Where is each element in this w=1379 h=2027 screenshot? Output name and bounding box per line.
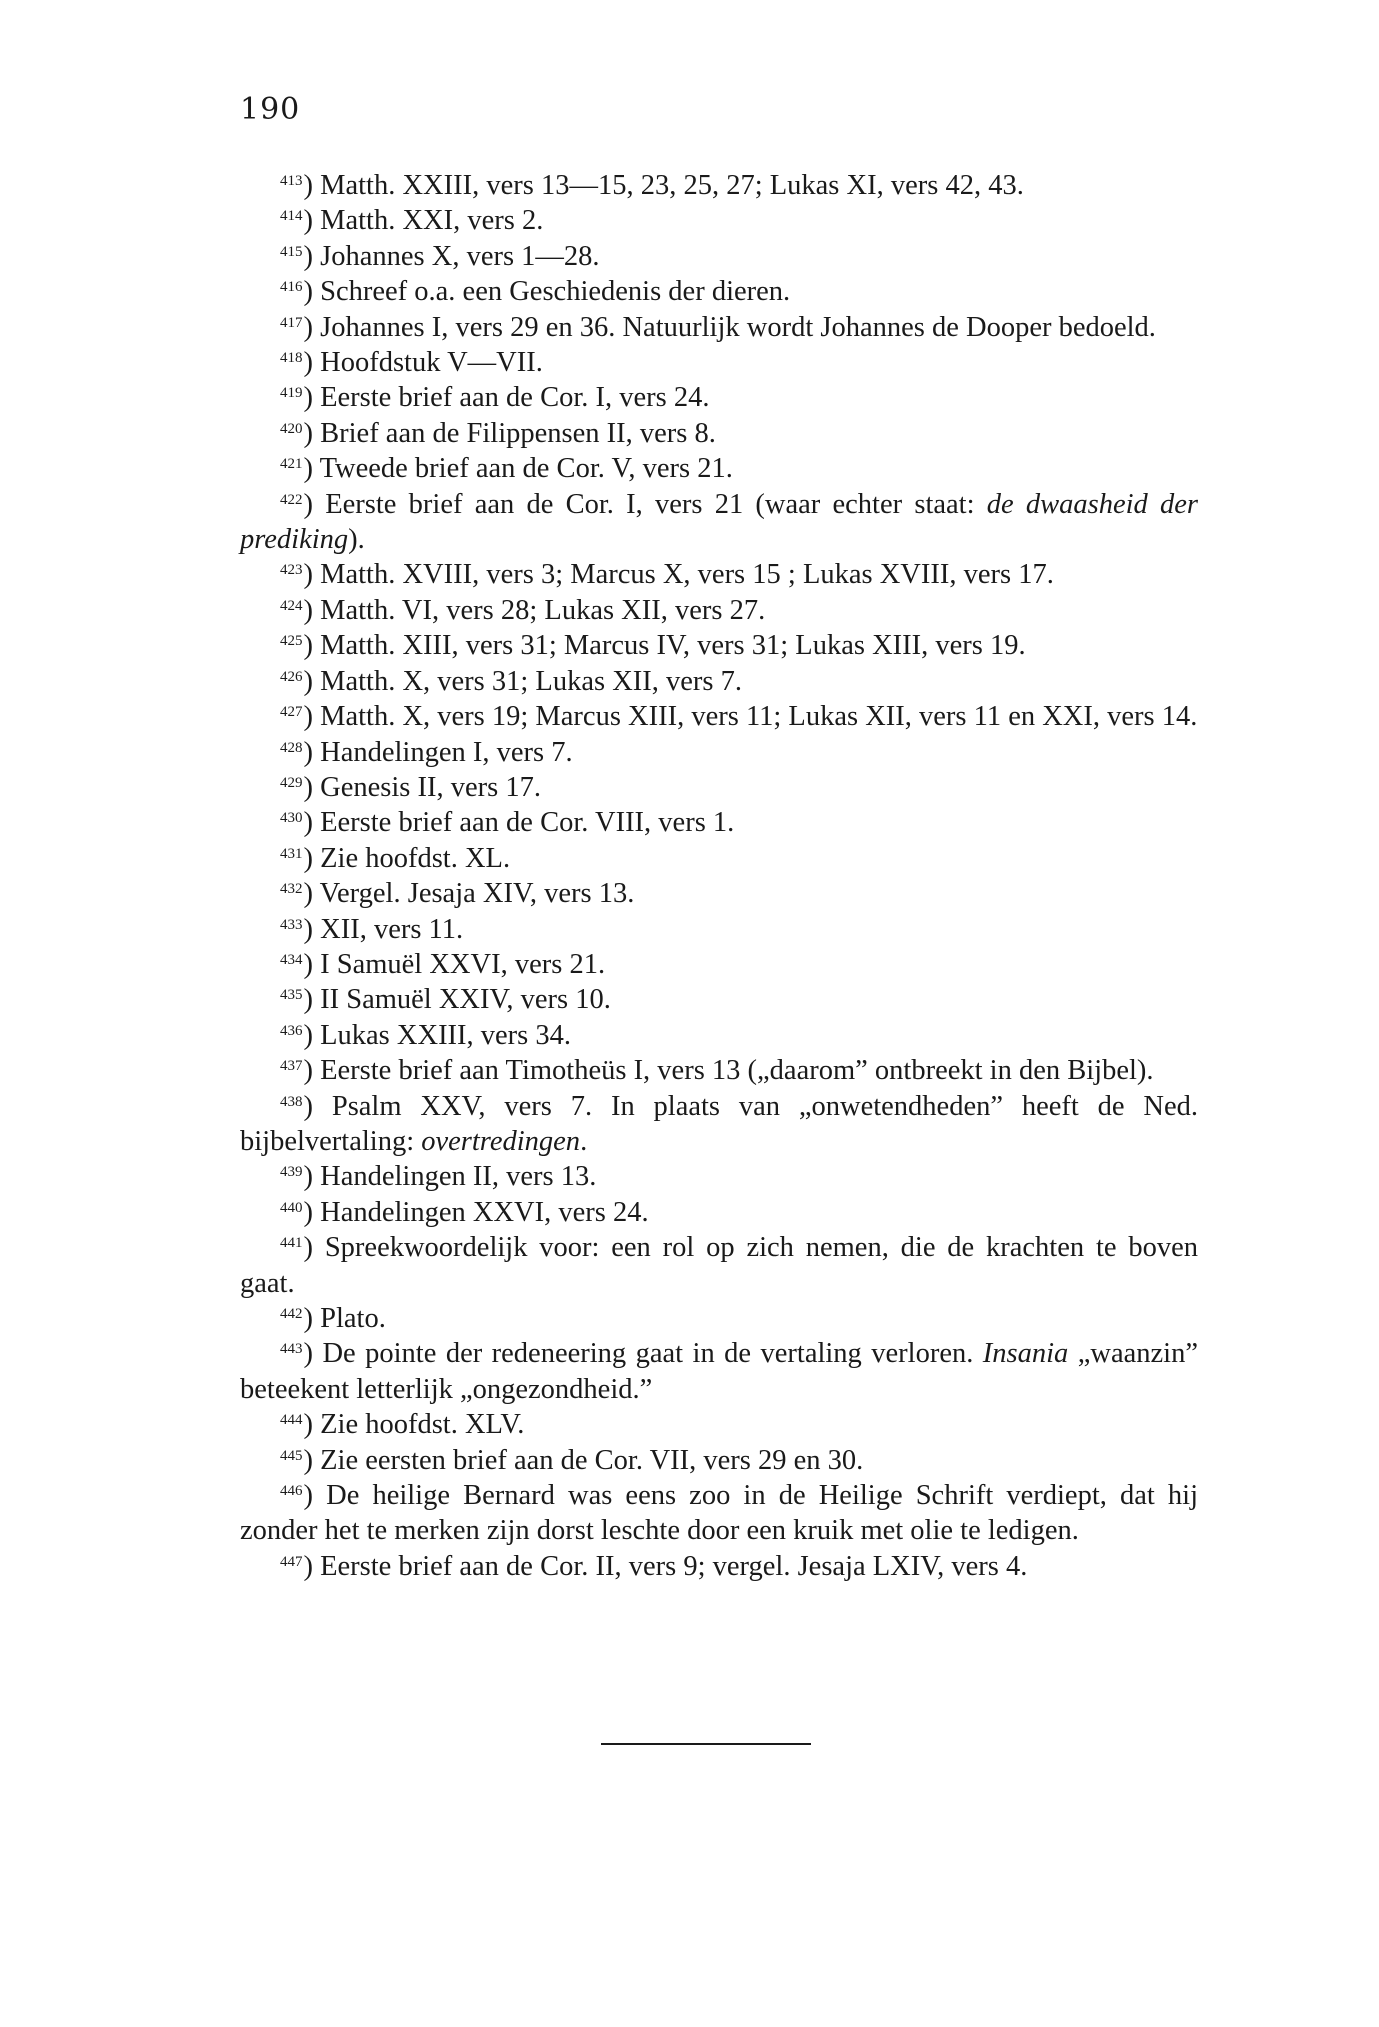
footnote-number: 434 <box>280 951 303 968</box>
footnote-number: 425 <box>280 633 303 650</box>
footnote-text: Eerste brief aan de Cor. I, vers 24. <box>320 382 710 414</box>
footnote-number: 437 <box>280 1058 303 1075</box>
footnote-428: $^{428}$) Handelingen I, vers 7. <box>280 736 573 768</box>
footnote-text: Handelingen II, vers 13. <box>320 1161 597 1193</box>
footnote-number: 428 <box>280 739 303 756</box>
footnote-number: 444 <box>280 1412 303 1429</box>
footnote-415: $^{415}$) Johannes X, vers 1—28. <box>280 240 600 272</box>
footnote-number: 433 <box>280 916 303 933</box>
footnote-424: $^{424}$) Matth. VI, vers 28; Lukas XII, vers 27. <box>280 594 766 626</box>
footnote-number: 420 <box>280 420 303 437</box>
footnote-list <box>240 168 1198 1584</box>
footnote-number: 415 <box>280 243 303 260</box>
footnote-text: Johannes I, vers 29 en 36. Natuurlijk wordt Johannes de Dooper bedoeld. <box>320 311 1156 343</box>
footnote-text: Matth. XXIII, vers 13—15, 23, 25, 27; Lukas XI, vers 42, 43. <box>320 170 1024 201</box>
footnote-text-after: ). <box>348 524 365 556</box>
footnote-text: Tweede brief aan de Cor. V, vers 21. <box>319 453 733 485</box>
footnote-431: $^{431}$) Zie hoofdst. XL. <box>280 842 511 874</box>
footnote-text: Matth. VI, vers 28; Lukas XII, vers 27. <box>320 594 766 626</box>
footnote-text: Vergel. Jesaja XIV, vers 13. <box>319 878 635 910</box>
footnote-445: $^{445}$) Zie eersten brief aan de Cor. VII, vers 29 en 30. <box>280 1444 864 1476</box>
footnote-416: $^{416}$) Schreef o.a. een Geschiedenis der dieren. <box>280 276 791 308</box>
footnote-italic-text: Insania <box>982 1338 1069 1370</box>
footnote-text: I Samuël XXVI, vers 21. <box>320 948 606 980</box>
footnote-440: $^{440}$) Handelingen XXVI, vers 24. <box>280 1196 649 1228</box>
footnote-number: 413 <box>280 173 303 189</box>
footnote-number: 440 <box>280 1199 303 1216</box>
footnote-text: Psalm XXV, vers 7. In plaats van „onwetendheden” heeft de Ned. bijbelvertaling: <box>240 1090 1198 1157</box>
footnote-text-after: „waanzin” beteekent letterlijk „ongezondheid.” <box>240 1338 1198 1405</box>
footnote-text: Zie hoofdst. XL. <box>320 842 511 874</box>
footnote-number: 414 <box>280 208 303 225</box>
footnote-number: 443 <box>280 1341 303 1358</box>
footnote-text: II Samuël XXIV, vers 10. <box>320 984 611 1016</box>
footnote-441: $^{441}$) Spreekwoordelijk voor: een rol op zich nemen, die de krachten te boven gaat. <box>240 1232 1198 1299</box>
footnote-text: Matth. XVIII, vers 3; Marcus X, vers 15 ; Lukas XVIII, vers 17. <box>320 559 1054 591</box>
footnote-427: $^{427}$) Matth. X, vers 19; Marcus XIII, vers 11; Lukas XII, vers 11 en XXI, vers 14. <box>280 701 1198 733</box>
footnote-text: Johannes X, vers 1—28. <box>320 240 600 272</box>
footnote-text: Plato. <box>320 1303 386 1334</box>
footnote-number: 439 <box>280 1164 303 1181</box>
footnote-text: De heilige Bernard was eens zoo in de Heilige Schrift verdiept, dat hij zonder het te merken zijn dorst leschte door een kruik met olie te ledigen. <box>240 1480 1198 1547</box>
footnote-number: 426 <box>280 668 303 685</box>
footnote-418: $^{418}$) Hoofdstuk V—VII. <box>280 347 543 379</box>
footnote-text: Handelingen XXVI, vers 24. <box>320 1196 649 1228</box>
footnote-442: $^{442}$) Plato. <box>280 1303 386 1334</box>
footnote-number: 418 <box>280 350 303 367</box>
footnote-437: $^{437}$) Eerste brief aan Timotheüs I, vers 13 („daarom” ontbreekt in den Bijbel). <box>280 1055 1154 1087</box>
footnote-text: Genesis II, vers 17. <box>320 771 541 803</box>
footnote-438: $^{438}$) Psalm XXV, vers 7. In plaats van „onwetendheden” heeft de Ned. bijbelvertaling: overtredingen. <box>240 1090 1198 1157</box>
footnote-429: $^{429}$) Genesis II, vers 17. <box>280 771 541 803</box>
footnote-447: $^{447}$) Eerste brief aan de Cor. II, vers 9; vergel. Jesaja LXIV, vers 4. <box>280 1550 1028 1582</box>
footnote-number: 421 <box>280 456 303 473</box>
footnote-text: Matth. XXI, vers 2. <box>320 205 544 237</box>
footnote-421: $^{421}$) Tweede brief aan de Cor. V, vers 21. <box>280 453 733 485</box>
footnote-text: Eerste brief aan de Cor. II, vers 9; vergel. Jesaja LXIV, vers 4. <box>320 1550 1028 1582</box>
footnote-text: De pointe der redeneering gaat in de vertaling verloren. <box>322 1338 983 1370</box>
footnote-423: $^{423}$) Matth. XVIII, vers 3; Marcus X, vers 15 ; Lukas XVIII, vers 17. <box>280 559 1054 591</box>
footnote-420: $^{420}$) Brief aan de Filippensen II, vers 8. <box>280 417 716 449</box>
footnote-number: 423 <box>280 562 303 579</box>
footnote-text: Eerste brief aan Timotheüs I, vers 13 („daarom” ontbreekt in den Bijbel). <box>320 1055 1154 1087</box>
footnote-number: 432 <box>280 881 303 898</box>
footnote-number: 417 <box>280 314 303 331</box>
footnote-text: Zie eersten brief aan de Cor. VII, vers 29 en 30. <box>320 1444 864 1476</box>
footnote-435: $^{435}$) II Samuël XXIV, vers 10. <box>280 984 611 1016</box>
footnote-number: 445 <box>280 1447 303 1464</box>
footnote-text: Lukas XXIII, vers 34. <box>320 1019 572 1051</box>
footnote-425: $^{425}$) Matth. XIII, vers 31; Marcus IV, vers 31; Lukas XIII, vers 19. <box>280 630 1026 662</box>
footnote-text: Zie hoofdst. XLV. <box>320 1409 525 1441</box>
footnote-text: Matth. XIII, vers 31; Marcus IV, vers 31; Lukas XIII, vers 19. <box>320 630 1026 662</box>
footnote-444: $^{444}$) Zie hoofdst. XLV. <box>280 1409 525 1441</box>
footnote-text: Hoofdstuk V—VII. <box>320 347 543 379</box>
footnote-text: Spreekwoordelijk voor: een rol op zich nemen, die de krachten te boven gaat. <box>240 1232 1198 1299</box>
footnote-434: $^{434}$) I Samuël XXVI, vers 21. <box>280 948 606 980</box>
footnote-433: $^{433}$) XII, vers 11. <box>280 913 464 945</box>
footnote-text: Eerste brief aan de Cor. VIII, vers 1. <box>320 807 735 839</box>
footnote-number: 446 <box>280 1483 303 1500</box>
footnote-number: 431 <box>280 845 303 862</box>
footnote-italic-text: de dwaasheid der prediking <box>240 488 1199 556</box>
footnote-439: $^{439}$) Handelingen II, vers 13. <box>280 1161 597 1193</box>
footnote-text: XII, vers 11. <box>320 913 464 945</box>
footnote-number: 430 <box>280 810 303 827</box>
footnote-430: $^{430}$) Eerste brief aan de Cor. VIII, vers 1. <box>280 807 735 839</box>
footnote-number: 447 <box>280 1553 303 1570</box>
footnote-number: 435 <box>280 987 303 1004</box>
footnote-number: 427 <box>280 704 303 721</box>
footnote-number: 442 <box>280 1306 303 1322</box>
footnote-text: Matth. X, vers 31; Lukas XII, vers 7. <box>320 665 743 697</box>
footnote-432: $^{432}$) Vergel. Jesaja XIV, vers 13. <box>280 878 635 910</box>
footnote-text: Eerste brief aan de Cor. I, vers 21 (waar echter staat: <box>325 488 987 520</box>
footnote-text: Matth. X, vers 19; Marcus XIII, vers 11; Lukas XII, vers 11 en XXI, vers 14. <box>320 701 1198 733</box>
footnote-446: $^{446}$) De heilige Bernard was eens zoo in de Heilige Schrift verdiept, dat hij zonder het te merken zijn dorst leschte door een kruik met olie te ledigen. <box>240 1480 1198 1547</box>
end-rule <box>601 1743 811 1745</box>
footnote-413: $^{413}$) Matth. XXIII, vers 13—15, 23, 25, 27; Lukas XI, vers 42, 43. <box>280 170 1024 201</box>
footnote-text: Schreef o.a. een Geschiedenis der dieren. <box>320 276 791 308</box>
footnote-number: 429 <box>280 774 303 791</box>
footnote-number: 422 <box>280 491 303 508</box>
footnote-number: 416 <box>280 279 303 296</box>
footnote-422: $^{422}$) Eerste brief aan de Cor. I, vers 21 (waar echter staat: de dwaasheid der prediking). <box>240 488 1199 556</box>
footnote-419: $^{419}$) Eerste brief aan de Cor. I, vers 24. <box>280 382 710 414</box>
page-number: 190 <box>240 92 301 127</box>
footnote-436: $^{436}$) Lukas XXIII, vers 34. <box>280 1019 572 1051</box>
footnote-text: Brief aan de Filippensen II, vers 8. <box>320 417 716 449</box>
footnote-text: Handelingen I, vers 7. <box>320 736 573 768</box>
footnote-number: 441 <box>280 1235 303 1252</box>
footnote-414: $^{414}$) Matth. XXI, vers 2. <box>280 205 544 237</box>
footnote-italic-text: overtredingen <box>421 1125 581 1157</box>
footnote-417: $^{417}$) Johannes I, vers 29 en 36. Natuurlijk wordt Johannes de Dooper bedoeld. <box>280 311 1156 343</box>
footnote-number: 438 <box>280 1093 303 1110</box>
footnote-text-after: . <box>580 1125 588 1157</box>
footnote-number: 419 <box>280 385 303 402</box>
footnote-443: $^{443}$) De pointe der redeneering gaat in de vertaling verloren. Insania „waanzin” beteekent letterlijk „ongezondheid.” <box>240 1338 1198 1405</box>
footnote-number: 436 <box>280 1022 303 1039</box>
footnote-number: 424 <box>280 597 303 614</box>
footnote-426: $^{426}$) Matth. X, vers 31; Lukas XII, vers 7. <box>280 665 743 697</box>
